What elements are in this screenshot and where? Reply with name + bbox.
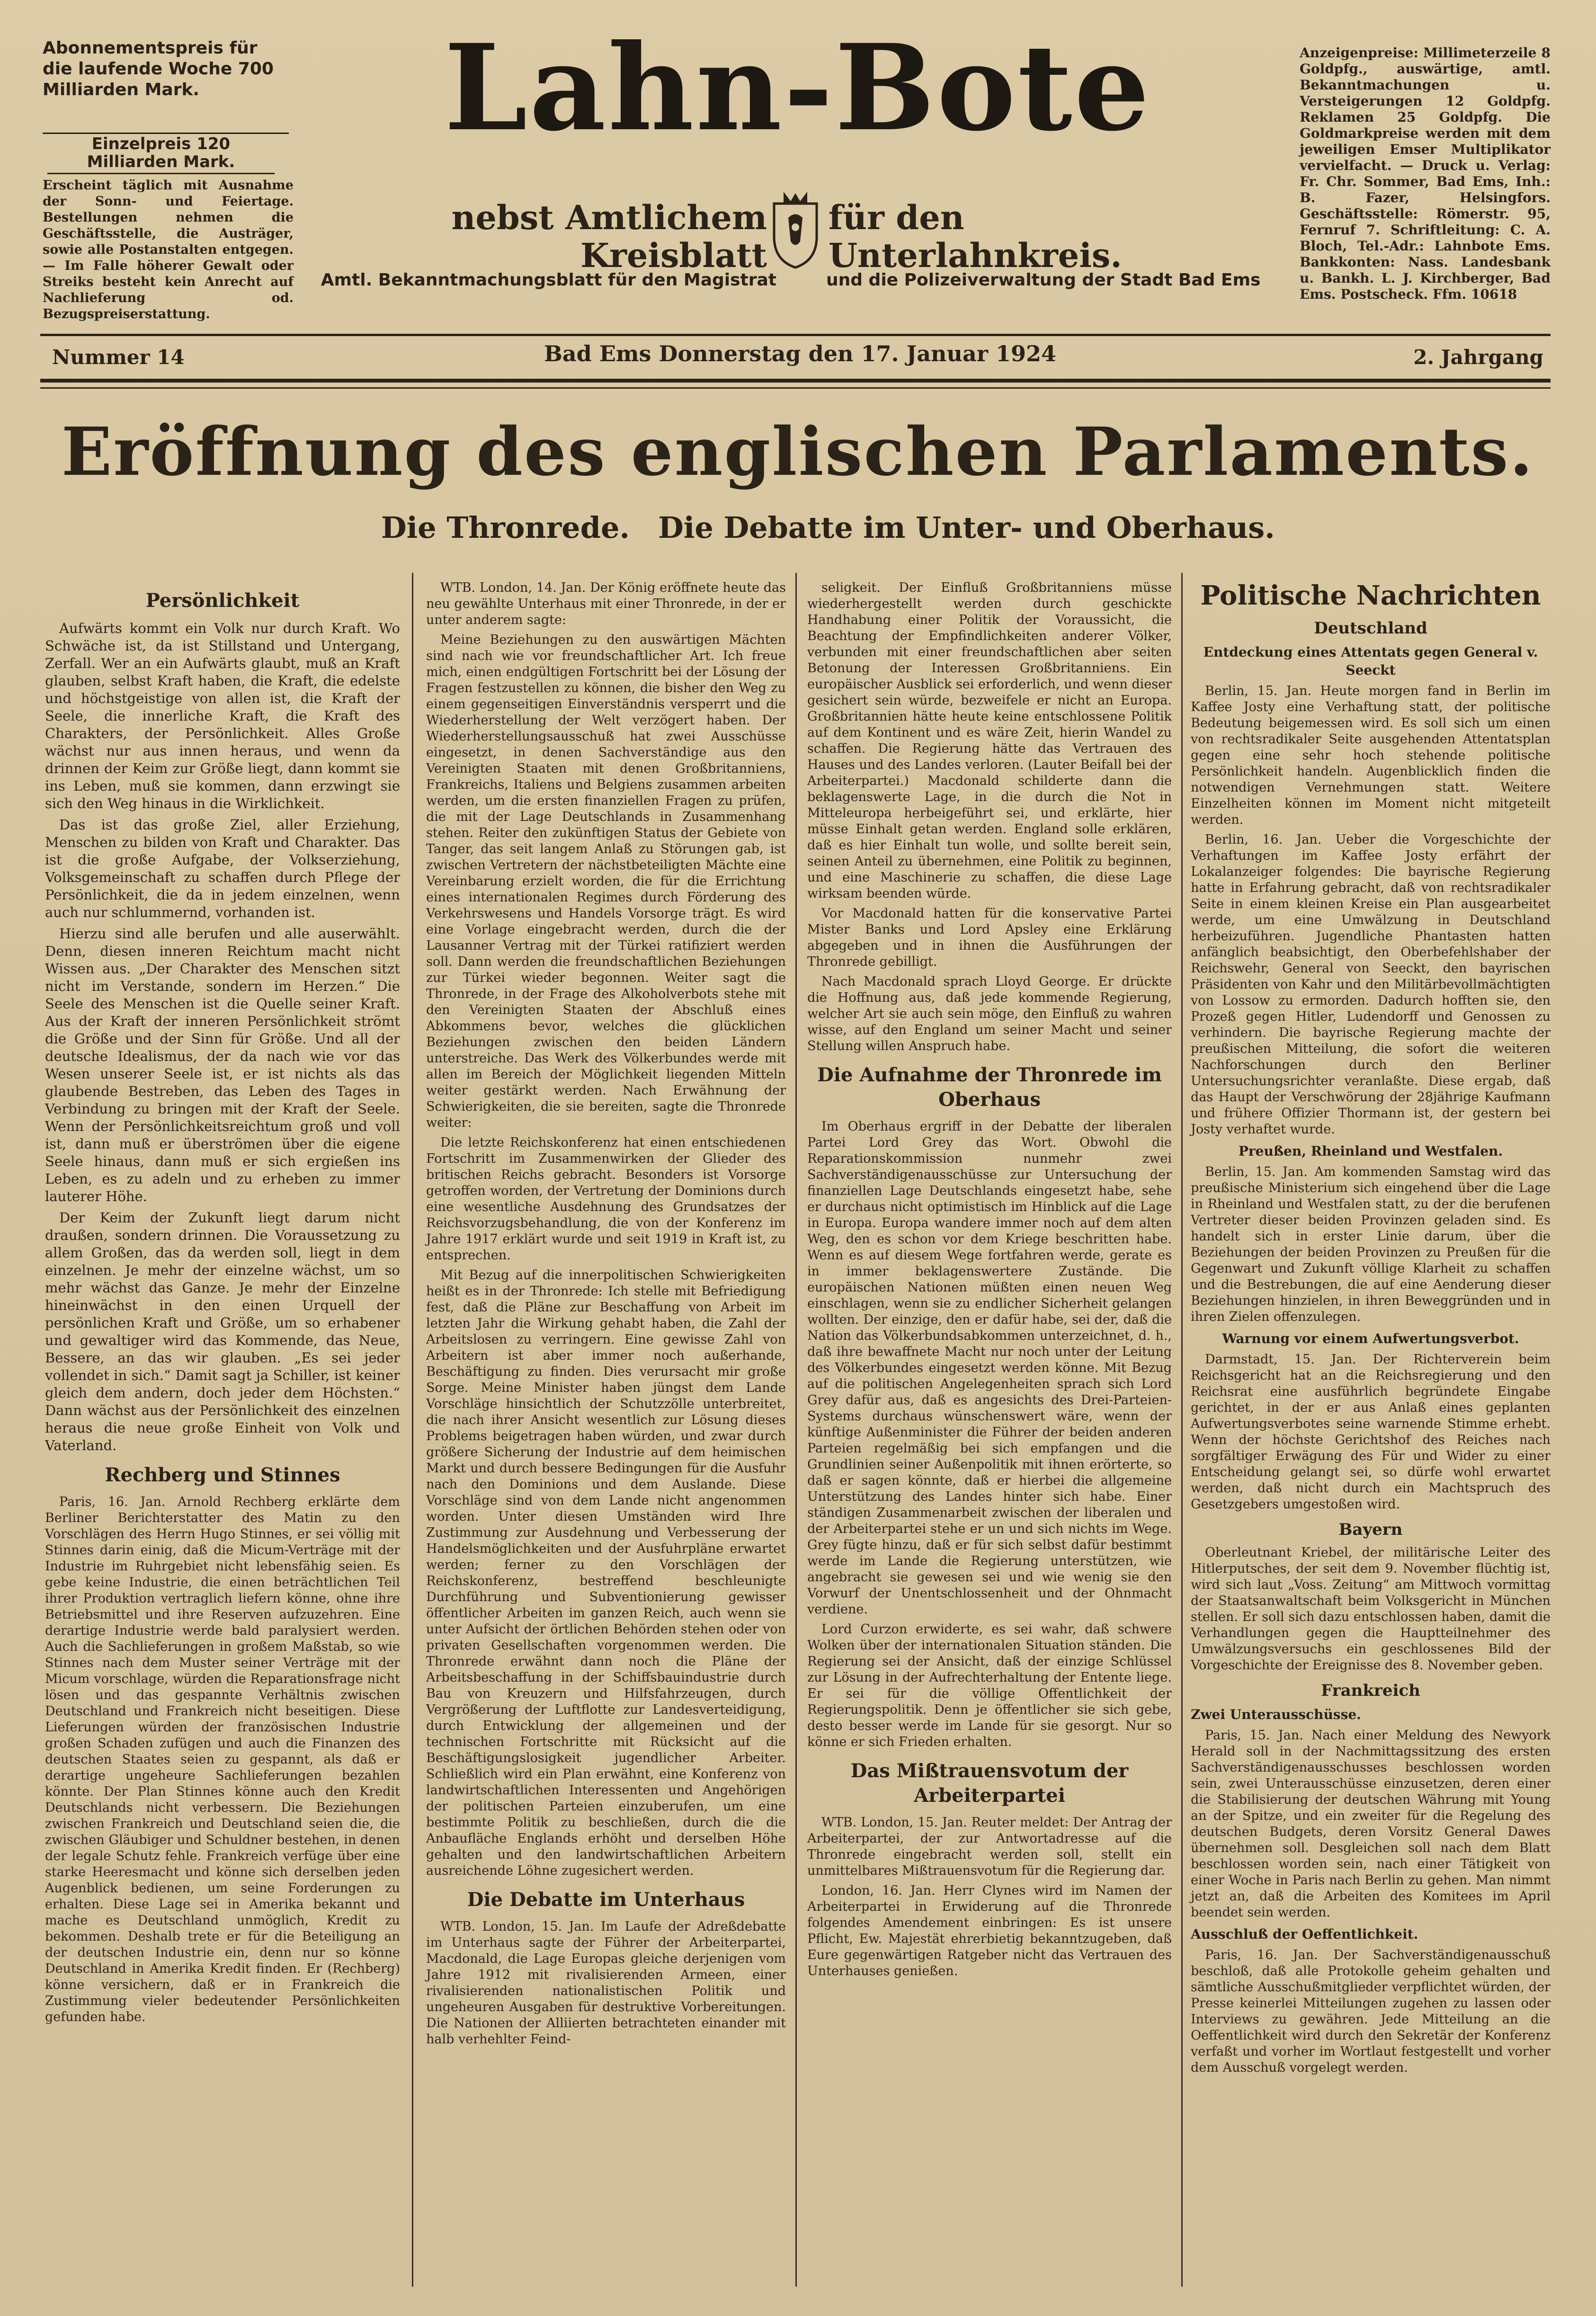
paragraph: WTB. London, 15. Jan. Im Laufe der Adreßdebatte im Unterhaus sagte der Führer der Arbeiterpartei, Macdonald, die Lage Europas gleiche derjenigen vom Jahre 1912 mit rivalisierenden Armeen, einer rivalisierenden nationalistischen Politik und ungeheuren Ausgaben für destruktive Vorbereitungen. Die Nationen der Alliierten betrachteten einander mit halb verhehlter Feind- — [426, 1919, 786, 2047]
paragraph: Berlin, 15. Jan. Heute morgen fand in Berlin im Kaffee Josty eine Verhaftung statt, der politische Bedeutung beigemessen wird. Es soll sich um einen von rechtsradikaler Seite ausgehenden Attentatsplan gegen eine sehr hoch stehende politische Persönlichkeit handeln. Augenblicklich finden die notwendigen Vernehmungen statt. Weitere Einzelheiten können im Moment nicht mitgeteilt werden. — [1191, 684, 1551, 827]
ad-prices-text: Anzeigenpreise: Millimeterzeile 8 Goldpfg., auswärtige, amtl. Bekanntmachungen u. Versteigerungen 12 Goldpfg. Reklamen 25 Goldpfg. Die Goldmarkpreise werden mit dem jeweiligen Emser Multiplikator vervielfacht. — Druck u. Verlag: Fr. Chr. Sommer, Bad Ems, Inh.: B. Fazer, Helsingfors. Geschäftsstelle: Römerstr. 95, Fernruf 7. Schriftleitung: C. A. Bloch, Tel.-Adr.: Lahnbote Ems. Bankkonten: Nass. Landesbank u. Bankh. L. J. Kirchberger, Bad Ems. Postscheck. Ffm. 10618 — [1300, 45, 1551, 302]
delivery-notice — [43, 178, 294, 321]
paragraph: Berlin, 15. Jan. Am kommenden Samstag wird das preußische Ministerium sich eingehend über die Lage in Rheinland und Westfalen statt, zu der die berufenen Vertreter dieser beiden Provinzen geladen sind. Es handelt sich in erster Linie darum, über die Beziehungen der beiden Provinzen zu Preußen für die Gegenwart und Zukunft völlige Klarheit zu schaffen und die Bestrebungen, die auf eine Aenderung dieser Beziehungen hinzielen, in ihren Beweggründen und in ihren Zielen offenzulegen. — [1191, 1165, 1551, 1324]
paragraph: Paris, 15. Jan. Nach einer Meldung des Newyork Herald soll in der Nachmittagssitzung des ersten Sachverständigenausschusses beschlossen worden sein, zwei Unterausschüsse einzusetzen, deren einer die Stabilisierung der deutschen Währung mit Young an der Spitze, und ein zweiter für die Regelung des deutschen Budgets, deren Vorsitz General Dawes übernehmen soll. Desgleichen soll nach dem Blatt beschlossen worden sein, nach einer Tätigkeit von einer Woche in Paris nach Berlin zu gehen. Man nimmt jetzt an, daß die Arbeiten des Komitees im April beendet sein werden. — [1191, 1728, 1551, 1920]
paragraph: Mit Bezug auf die innerpolitischen Schwierigkeiten heißt es in der Thronrede: Ich stelle mit Befriedigung fest, daß die Pläne zur Beschaffung von Arbeit im letzten Jahr die Wirkung gehabt haben, die Zahl der Arbeitslosen zu verringern. Eine gewisse Zahl von Arbeitern ist aber immer noch außerhande, Beschäftigung zu finden. Dies verursacht mir große Sorge. Meine Minister haben jüngst dem Lande Vorschläge hinsichtlich der Schutzzölle unterbreitet, die nach ihrer Ansicht wesentlich zur Lösung dieses Problems beigetragen haben würden, und zwar durch größere Sicherung der Industrie auf dem heimischen Markt und durch bessere Bedingungen für die Ausfuhr nach den Dominions und dem Auslande. Diese Vorschläge sind von dem Lande nicht angenommen worden. Unter diesen Umständen wird Ihre Zustimmung zur Ausdehnung und Verbesserung der Handelsmöglichkeiten und der Ausfuhrpläne erwartet werden; ferner zu den Vorschlägen der Reichskonferenz, bestreffend beschleunigte Durchführung und Subventionierung gewisser öffentlicher Arbeiten im ganzen Reich, auch wenn sie unter Aufsicht der örtlichen Behörden stehen oder von privaten Gesellschaften vorgenommen werden. Die Thronrede erwähnt dann noch die Pläne der Arbeitsbeschaffung in der Schiffsbauindustrie durch Bau von Kreuzern und Hilfsfahrzeugen, durch Vergrößerung der Luftflotte zur Landesverteidigung, durch Entwicklung der allgemeinen und der technischen Fortschritte mit Rücksicht auf die Beschäftigungslosigkeit jugendlicher Arbeiter. Schließlich wird ein Plan erwähnt, eine Konferenz von landwirtschaftlichen Interessenten und Angehörigen der politischen Parteien einzuberufen, um eine bestimmte Politik zu beschließen, durch die die Anbaufläche Englands erhöht und derselben Höhe gehalten und den landwirtschaftlichen Arbeitern ausreichende Löhne zugesichert werden. — [426, 1268, 786, 1878]
headline-sub-right-text: Die Debatte im Unter- und Oberhaus. — [658, 510, 1275, 545]
paragraph: Paris, 16. Jan. Arnold Rechberg erklärte dem Berliner Berichterstatter des Matin zu den Vorschlägen des Herrn Hugo Stinnes, er sei völlig mit Stinnes darin einig, daß die Micum-Verträge mit der Industrie im Ruhrgebiet nicht lebensfähig seien. Es gebe keine Industrie, die einen beträchtlichen Teil ihrer Produktion vertraglich liefern könne, ohne ihre Betriebsmittel und ihre Reserven aufzuzehren. Eine derartige Industrie werde bald paralysiert werden. Auch die Sachlieferungen in großem Maßstab, so wie Stinnes nach dem Muster seiner Verträge mit der Micum vorschlage, würden die Reparationsfrage nicht lösen und das gespannte Verhältnis zwischen Deutschland und Frankreich nicht beseitigen. Diese Lieferungen würden der französischen Industrie großen Schaden zufügen und auch die Finanzen des deutschen Staates seien zu gespannt, als daß er derartige ungeheure Sachlieferungen bezahlen könnte. Der Plan Stinnes könne auch den Kredit Deutschlands nicht verbessern. Die Beziehungen zwischen Frankreich und Deutschland seien die, die zwischen Gläubiger und Schuldner bestehen, in denen der legale Schutz fehle. Frankreich verfüge über eine starke Heeresmacht und könne sich derselben jeden Augenblick bedienen, um seine Forderungen zu erhalten. Diese Lage sei in Amerika bekannt und mache es Deutschland unmöglich, Kredit zu bekommen. Deshalb trete er für die Beteiligung an der deutschen Industrie ein, denn nur so könne Deutschland in Amerika Kredit finden. Er (Rechberg) könne versichern, daß er in Frankreich die Zustimmung vieler bedeutender Persönlichkeiten gefunden habe. — [45, 1495, 400, 2024]
bottom-rule-thick — [40, 379, 1551, 383]
single-price-box — [47, 135, 275, 174]
masthead-subtitle-left — [322, 198, 767, 275]
single-price: Einzelpreis 120 Milliarden Mark. — [87, 134, 235, 171]
article-heading-oberhaus: Die Aufnahme der Thronrede im Oberhaus — [817, 1064, 1162, 1111]
masthead-tagline-left — [303, 270, 776, 294]
issue-number — [52, 346, 289, 372]
column-rule-3 — [1181, 573, 1183, 2287]
article-heading-unterausschusse: Zwei Unterausschüsse. — [1191, 1707, 1361, 1722]
paragraph: Der Keim der Zukunft liegt darum nicht draußen, sondern drinnen. Die Voraussetzung zu allem Großen, das da werden soll, liegt in dem einzelnen. Je mehr der einzelne wächst, um so mehr wächst das Ganze. Je mehr der Einzelne hineinwächst in den einen Urquell der persönlichen Kraft und Größe, um so erhabener und gewaltiger wird das Kommende, das Neue, Bessere, an das wir glauben. „Es sei jeder vollendet in sich.“ Damit sagt ja Schiller, ist keiner gleich dem andern, doch jeder dem Höchsten.“ Dann wächst aus der Persönlichkeit des einzelnen heraus die neue große Einheit von Volk und Vaterland. — [45, 1210, 400, 1453]
paragraph: Vor Macdonald hatten für die konservative Partei Mister Banks und Lord Apsley eine Erklärung abgegeben und in ihnen die Ausführungen der Thronrede gebilligt. — [807, 906, 1172, 969]
article-heading-personlichkeit: Persönlichkeit — [145, 589, 300, 612]
volume-year-text: 2. Jahrgang — [1413, 346, 1543, 369]
paragraph: Meine Beziehungen zu den auswärtigen Mächten sind nach wie vor freundschaftlicher Art. Ich freue mich, einen endgültigen Fortschritt bei der Lösung der Fragen festzustellen zu können, die bisher den Weg zu einem gegenseitigen Einverständnis versperrt und die Wiederherstellung der Welt verzögert haben. Der Wiederherstellungsausschuß hat zwei Ausschüsse eingesetzt, in denen Sachverständige aus den Vereinigten Staaten mit denen Großbritanniens, Frankreichs, Italiens und Belgiens zusammen arbeiten werden, um die ersten finanziellen Fragen zu prüfen, die mit der Lage Deutschlands in Zusammenhang stehen. Reiter den zukünftigen Status der Gebiete von Tanger, das seit langem Anlaß zu Störungen gab, ist zwischen Vertretern der nächstbeteiligten Mächte eine Vereinbarung erzielt worden, die für die Errichtung eines internationalen Regimes durch Förderung des Verkehrswesens und Handels Vorsorge trägt. Es wird eine Vorlage eingebracht werden, durch die der Lausanner Vertrag mit der Türkei ratifiziert werden soll. Dann werden die freundschaftlichen Beziehungen zur Türkei wieder begonnen. Weiter sagt die Thronrede, in der Frage des Alkoholverbots stehe mit den Vereinigten Staaten der Abschluß eines Abkommens bevor, welches die glücklichen Beziehungen zwischen den beiden Ländern unterstreiche. Das Werk des Völkerbundes werde mit allen im Bereich der Möglichkeit liegenden Mitteln weiter gestärkt werden. Nach Erwähnung der Schwierigkeiten, die sie bereiten, sagte die Thronrede weiter: — [426, 632, 786, 1130]
newspaper-title: Lahn-Bote — [444, 18, 1151, 157]
column-rule-2 — [795, 573, 797, 2287]
paragraph: Hierzu sind alle berufen und alle auserwählt. Denn, diesen inneren Reichtum macht nicht Wissen aus. „Der Charakter des Menschen sitzt nicht im Verstande, sondern im Herzen.“ Die Seele des Menschen ist die Quelle seiner Kraft. Aus der Kraft der inneren Persönlichkeit strömt die Größe und der Sinn für Größe. Und all der deutsche Idealismus, der da nach wie vor das Wesen unserer Seele ist, er ist nichts als das glaubende Bestreben, das Leben des Tages in Verbindung zu bringen mit der Kraft der Seele. Wenn der Persönlichkeitsreichtum groß und voll ist, dann muß er überströmen über die eigene Seele hinaus, dann muß er sich ergießen ins Leben, es zu adeln und zu erheben zu immer lauterer Höhe. — [45, 926, 400, 1204]
paragraph: Im Oberhaus ergriff in der Debatte der liberalen Partei Lord Grey das Wort. Obwohl die Reparationskommission nunmehr zwei Sachverständigenausschüsse zur Untersuchung der finanziellen Lage Deutschlands eingesetzt habe, sehe er durchaus nicht optimistisch im Hinblick auf die Lage in Europa. Europa wandere immer noch auf dem alten Weg, den es schon vor dem Kriege beschritten habe. Wenn es auf diesem Wege fortfahren werde, gerate es in immer beklagenswertere Zustände. Die europäischen Nationen müßten einen neuen Weg einschlagen, wenn sie zu endlicher Sicherheit gelangen wollten. Der einzige, den er dafür habe, sei der, daß die Nation das Völkerbundsabkommen unterzeichnet, d. h., daß ihre bewaffnete Macht nur noch unter der Leitung des Völkerbundes eingesetzt werden könne. Mit Bezug auf die politischen Angelegenheiten sprach sich Lord Grey dafür aus, daß es angesichts des Drei-Parteien-Systems durchaus wünschenswert wäre, wenn der künftige Außenminister die Führer der beiden anderen Parteien regelmäßig bei sich empfangen und die Grundlinien seiner Außenpolitik mit ihnen erörterte, so daß er sagen könnte, daß er hierbei die allgemeine Unterstützung des Landes hinter sich habe. Einer ständigen Zusammenarbeit zwischen der liberalen und der Arbeiterpartei stehe er un und sich nichts im Wege. Grey fügte hinzu, daß er für sich selbst dafür bestimmt werde im Lande die Regierung unterstützen, wie angebracht sie gewesen sei und wie wenig sie den Vorwurf der Unentschlossenheit und der Ohnmacht verdiene. — [807, 1119, 1172, 1617]
subscription-price: Abonnementspreis für die laufende Woche 700 Milliarden Mark. — [43, 38, 274, 99]
paragraph: Paris, 16. Jan. Der Sachverständigenausschuß beschloß, daß alle Protokolle geheim gehalten und sämtliche Ausschußmitglieder verpflichtet würden, der Presse keinerlei Mitteilungen zugehen zu lassen oder Interviews zu gewähren. Jede Mitteilung an die Oeffentlichkeit wird durch den Sekretär der Konferenz verfaßt und vorher im Wortlaut festgestellt und vorher dem Ausschuß vorgelegt werden. — [1191, 1948, 1551, 2075]
column-4 — [1191, 580, 1551, 2294]
paragraph: Die letzte Reichskonferenz hat einen entschiedenen Fortschritt im Zusammenwirken der Glieder des britischen Reichs gebracht. Besonders ist Vorsorge getroffen worden, der Vertretung der Dominions durch eine wesentliche Ausdehnung des Grundsatzes der Reichsvorzugsbehandlung, die von der Konferenz im Jahre 1917 erklärt wurde und seit 1919 in Kraft ist, zu entsprechen. — [426, 1135, 786, 1263]
headline-sub-left — [308, 511, 630, 549]
section-heading-bayern: Bayern — [1338, 1520, 1403, 1539]
paragraph: Nach Macdonald sprach Lloyd George. Er drückte die Hoffnung aus, daß jede kommende Regierung, welcher Art sie auch sein möge, den Einfluß zu wahren wisse, auf den England um seiner Macht und seiner Stellung willen Anspruch habe. — [807, 974, 1172, 1053]
main-headline-text: Eröffnung des englischen Parlaments. — [61, 413, 1534, 491]
paragraph: seligkeit. Der Einfluß Großbritanniens müsse wiederhergestellt werden durch geschickte Handhabung einer Politik der Voraussicht, die Beachtung der Empfindlichkeiten anderer Völker, verbunden mit einer freundschaftlichen aber seiten Betonung der Interessen Großbritanniens. Ein europäischer Ausblick sei erforderlich, und wenn dieser gesichert sein würde, bezweifele er nicht an Europa. Großbritannien hätte heute keine entschlossene Politik auf dem Kontinent und es wäre Zeit, hierin Wandel zu schaffen. Die Regierung hätte das Vertrauen des Hauses und des Landes verloren. (Lauter Beifall bei der Arbeiterpartei.) Macdonald schilderte dann die beklagenswerte Lage, in die durch die Not in Mitteleuropa herbeigeführt sei, und erklärte, hier müsse Einhalt getan werden. England solle erklären, daß es hier Einhalt tun wolle, und sollte bereit sein, seinen Anteil zu übernehmen, eine Politik zu beginnen, und eine Maschinerie zu schaffen, die diese Lage wirksam beenden würde. — [807, 580, 1172, 901]
paragraph: Aufwärts kommt ein Volk nur durch Kraft. Wo Schwäche ist, da ist Stillstand und Untergang, Zerfall. Wer an ein Aufwärts glaubt, muß an Kraft glauben, selbst Kraft haben, die Kraft, die edelste und höchstgeistige von allen ist, die Kraft der Seele, die innerliche Kraft, die Kraft des Charakters, der Persönlichkeit. Alles Große wächst nur aus innen heraus, und wenn da drinnen der Keim zur Größe liegt, dann kommt sie ins Leben, muß sie kommen, dann erzwingt sie sich den Weg hinaus in die Wirklichkeit. — [45, 620, 400, 811]
paragraph: Oberleutnant Kriebel, der militärische Leiter des Hitlerputsches, der seit dem 9. November flüchtig ist, wird sich laut „Voss. Zeitung“ am Mittwoch vormittag der Staatsanwaltschaft beim Volksgericht in München stellen. Er soll sich dazu entschlossen haben, damit die Verhandlungen gegen die Hauptteilnehmer des Umwälzungsversuchs ein geschlossenes Bild der Vorgeschichte der Ereignisse des 8. November geben. — [1191, 1545, 1551, 1673]
masthead-title — [298, 18, 1297, 185]
masthead-tagline-right — [826, 270, 1304, 294]
subscription-box — [43, 38, 289, 134]
article-heading-preussen: Preußen, Rheinland und Westfalen. — [1238, 1143, 1503, 1159]
delivery-notice-text: Erscheint täglich mit Ausnahme der Sonn- und Feiertage. Bestellungen nehmen die Geschäftsstelle, die Austräger, sowie alle Postanstalten entgegen. — Im Falle höherer Gewalt oder Streiks besteht kein Anrecht auf Nachlieferung od. Bezugspreiserstattung. — [43, 178, 294, 321]
article-heading-rechberg: Rechberg und Stinnes — [105, 1464, 340, 1486]
column-rule-1 — [412, 573, 413, 2287]
article-heading-aufwertung: Warnung vor einem Aufwertungsverbot. — [1222, 1331, 1519, 1346]
paragraph: Berlin, 16. Jan. Ueber die Vorgeschichte der Verhaftungen im Kaffee Josty erfährt der Lokalanzeiger folgendes: Die bayrische Regierung hatte in Erfahrung gebracht, daß von rechtsradikaler Seite in einem kleinen Kreise ein Plan ausgearbeitet werde, um eine Umwälzung in Deutschland herbeizuführen. Jugendliche Phantasten hatten anfänglich beabsichtigt, den Oberbefehlshaber der Reichswehr, General von Seeckt, den bayrischen Präsidenten von Kahr und den Militärbevollmächtigten von Lossow zu ermorden. Dadurch hofften sie, den Prozeß gegen Hitler, Ludendorff und Genossen zu verhindern. Die bayrische Regierung machte der preußischen Mitteilung, die sofort die weiteren Nachforschungen durch den Berliner Untersuchungsrichter veranlaßte. Diese ergab, daß das Haupt der Verschwörung der 28jährige Kaufmann und frühere Offizier Thormann ist, der gestern bei Josty verhaftet wurde. — [1191, 832, 1551, 1137]
headline-sub-left-text: Die Thronrede. — [381, 510, 630, 545]
article-heading-oeffentlichkeit: Ausschluß der Oeffentlichkeit. — [1191, 1926, 1418, 1942]
section-heading-frankreich: Frankreich — [1321, 1681, 1420, 1700]
column-2 — [426, 580, 786, 2294]
headline-sub-right — [658, 511, 1297, 549]
paragraph: Das ist das große Ziel, aller Erziehung, Menschen zu bilden von Kraft und Charakter. Das ist die große Aufgabe, der Volkserziehung, Volksgemeinschaft zu schaffen durch Pflege der Persönlichkeit, die da in jedem einzelnen, wenn auch nur schlummernd, vorhanden ist. — [45, 817, 400, 920]
paragraph: WTB. London, 14. Jan. Der König eröffnete heute das neu gewählte Unterhaus mit einer Thronrede, in der er unter anderem sagte: — [426, 580, 786, 627]
section-heading-deutschland: Deutschland — [1314, 619, 1427, 638]
article-heading-attentat: Entdeckung eines Attentats gegen General v. Seeckt — [1203, 644, 1538, 678]
tagline-right: und die Polizeiverwaltung der Stadt Bad Ems — [826, 270, 1261, 290]
column-1 — [45, 580, 400, 2294]
column-3 — [807, 580, 1172, 2294]
article-heading-debatte: Die Debatte im Unterhaus — [467, 1888, 745, 1911]
issue-date — [473, 342, 1127, 368]
issue-date-text: Bad Ems Donnerstag den 17. Januar 1924 — [544, 341, 1057, 366]
paragraph: London, 16. Jan. Herr Clynes wird im Namen der Arbeiterpartei in Erwiderung auf die Thronrede folgendes Amendement einbringen: Es ist unsere Pflicht, Ew. Majestät ehrerbietig bekanntzugeben, daß Eure gegenwärtigen Ratgeber nicht das Vertrauen des Unterhauses genießen. — [807, 1883, 1172, 1978]
top-rule — [40, 334, 1551, 336]
issue-number-text: Nummer 14 — [52, 346, 185, 369]
masthead-subtitle-right — [829, 198, 1264, 275]
paragraph: Darmstadt, 15. Jan. Der Richterverein beim Reichsgericht hat an die Reichsregierung und den Reichsrat eine ausführlich begründete Eingabe gerichtet, in der er aus Anlaß eines geplanten Aufwertungsverbotes seine warnende Stimme erhebt. Wenn der höchste Gerichtshof des Reiches nach sorgfältiger Erwägung des Für und Wider zu einer Entscheidung gelangt sei, so dürfe wohl erwartet werden, daß nicht durch ein Machtspruch des Gesetzgebers umgestoßen wird. — [1191, 1352, 1551, 1512]
coat-of-arms-icon — [767, 189, 824, 270]
paragraph: WTB. London, 15. Jan. Reuter meldet: Der Antrag der Arbeiterpartei, der zur Antwortadresse auf die Thronrede eingebracht werden soll, stellt ein unmittelbares Mißtrauensvotum für die Regierung dar. — [807, 1815, 1172, 1878]
paragraph: Lord Curzon erwiderte, es sei wahr, daß schwere Wolken über der internationalen Situation ständen. Die Regierung sei der Ansicht, daß der einzige Schlüssel zur Lösung in der Aufrechterhaltung der Entente liege. Er sei für die völlige Offentlichkeit der Regierungspolitik. Denn je öffentlicher sie sich gebe, desto besser werde im Lande für sie gesorgt. Nur so könne er sich Frieden erhalten. — [807, 1622, 1172, 1749]
article-heading-misstrauensvotum: Das Mißtrauensvotum der Arbeiterpartei — [850, 1760, 1129, 1807]
volume-year — [1373, 346, 1543, 372]
tagline-left: Amtl. Bekanntmachungsblatt für den Magistrat — [321, 270, 776, 290]
section-heading-politik: Politische Nachrichten — [1200, 580, 1541, 611]
bottom-rule-thin — [40, 387, 1551, 389]
subtitle-right: für den Unterlahnkreis. — [829, 198, 1122, 275]
main-headline — [52, 413, 1543, 497]
subtitle-left: nebst Amtlichem Kreisblatt — [451, 198, 767, 275]
ad-prices-box — [1300, 45, 1551, 320]
